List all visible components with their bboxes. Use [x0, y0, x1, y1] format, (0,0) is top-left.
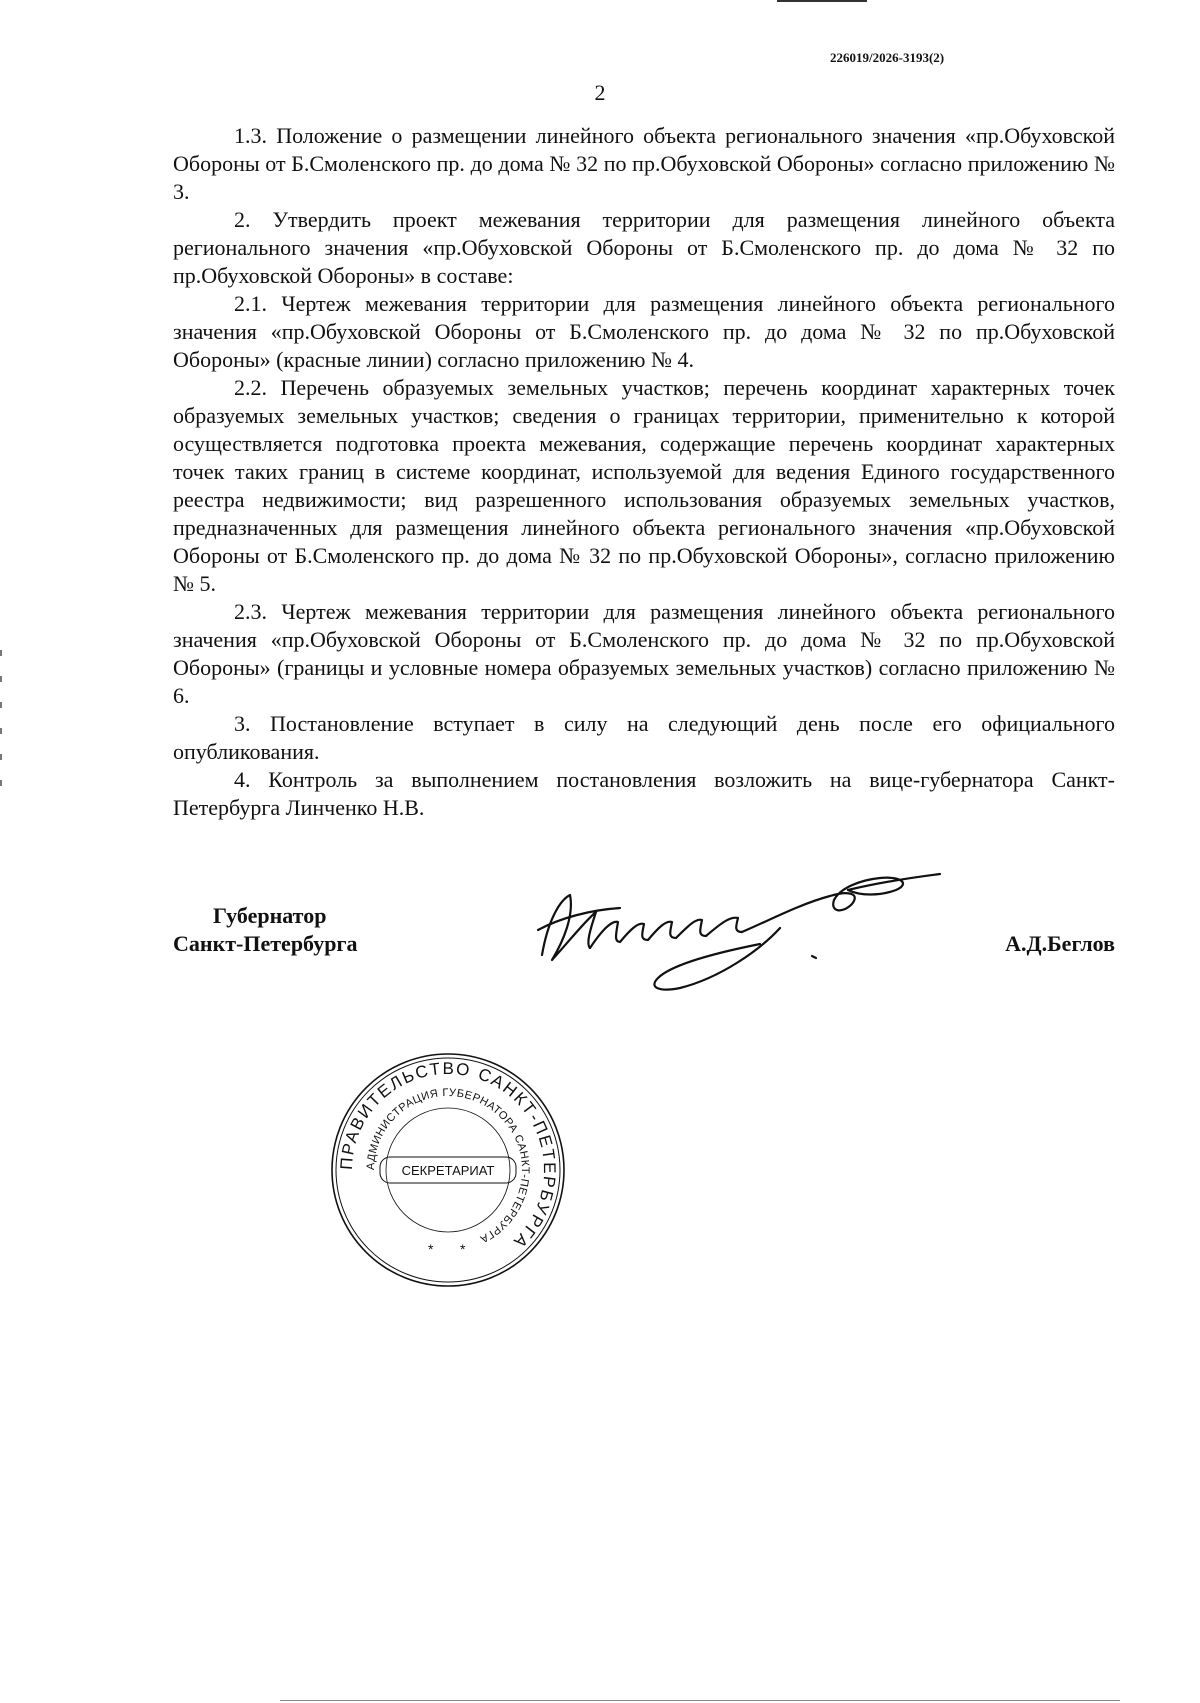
stamp-inner-text: АДМИНИСТРАЦИЯ ГУБЕРНАТОРА САНКТ-ПЕТЕРБУРГА	[364, 1086, 532, 1246]
paragraph-2-3: 2.3. Чертеж межевания территории для размещения линейного объекта регионального значения «пр.Обуховской Обороны от Б.Смоленского пр. до дома № 32 по пр.Обуховской Обороны» (границы и условные номера образуемых земельных участков) согласно приложению № 6.	[173, 599, 1115, 708]
stamp-star-left: *	[428, 1241, 434, 1257]
registration-number: 226019/2026-3193(2)	[830, 50, 945, 65]
paragraph-1-3: 1.3. Положение о размещении линейного объекта регионального значения «пр.Обуховской Обороны от Б.Смоленского пр. до дома № 32 по пр.Обуховской Обороны» согласно приложению № 3.	[173, 123, 1115, 204]
stamp-star-right: *	[460, 1241, 466, 1257]
left-edge-scan-marks	[0, 650, 3, 820]
paragraph-2-1: 2.1. Чертеж межевания территории для размещения линейного объекта регионального значения «пр.Обуховской Обороны от Б.Смоленского пр. до дома № 32 по пр.Обуховской Обороны» (красные линии) согласно приложению № 4.	[173, 291, 1115, 372]
stamp-center-text: СЕКРЕТАРИАТ	[401, 1163, 495, 1178]
signatory-name: А.Д.Беглов	[1005, 931, 1115, 956]
official-stamp	[328, 1050, 568, 1290]
handwritten-signature	[530, 860, 950, 1000]
document-body	[173, 122, 1115, 822]
top-edge-mark	[777, 0, 867, 2]
signatory-title-line1: Губернатор	[213, 903, 327, 928]
bottom-rule	[280, 1700, 1120, 1701]
paragraph-4: 4. Контроль за выполнением постановления возложить на вице-губернатора Санкт-Петербурга Линченко Н.В.	[173, 767, 1115, 820]
paragraph-2-2: 2.2. Перечень образуемых земельных участков; перечень координат характерных точек образуемых земельных участков; сведения о границах территории, применительно к которой осуществляется подготовка проекта межевания, содержащие перечень координат характерных точек таких границ в системе координат, используемой для ведения Единого государственного реестра недвижимости; вид разрешенного использования образуемых земельных участков, предназначенных для размещения линейного объекта регионального значения «пр.Обуховской Обороны от Б.Смоленского пр. до дома № 32 по пр.Обуховской Обороны», согласно приложению № 5.	[173, 375, 1115, 596]
stamp-outer-text: ПРАВИТЕЛЬСТВО САНКТ-ПЕТЕРБУРГА	[336, 1058, 560, 1253]
page-number: 2	[594, 80, 606, 105]
signatory-title	[173, 902, 357, 958]
paragraph-2: 2. Утвердить проект межевания территории для размещения линейного объекта регионального значения «пр.Обуховской Обороны от Б.Смоленского пр. до дома № 32 по пр.Обуховской Обороны» в составе:	[173, 207, 1115, 288]
paragraph-3: 3. Постановление вступает в силу на следующий день после его официального опубликования.	[173, 711, 1115, 764]
signatory-title-line2: Санкт-Петербурга	[173, 931, 358, 956]
